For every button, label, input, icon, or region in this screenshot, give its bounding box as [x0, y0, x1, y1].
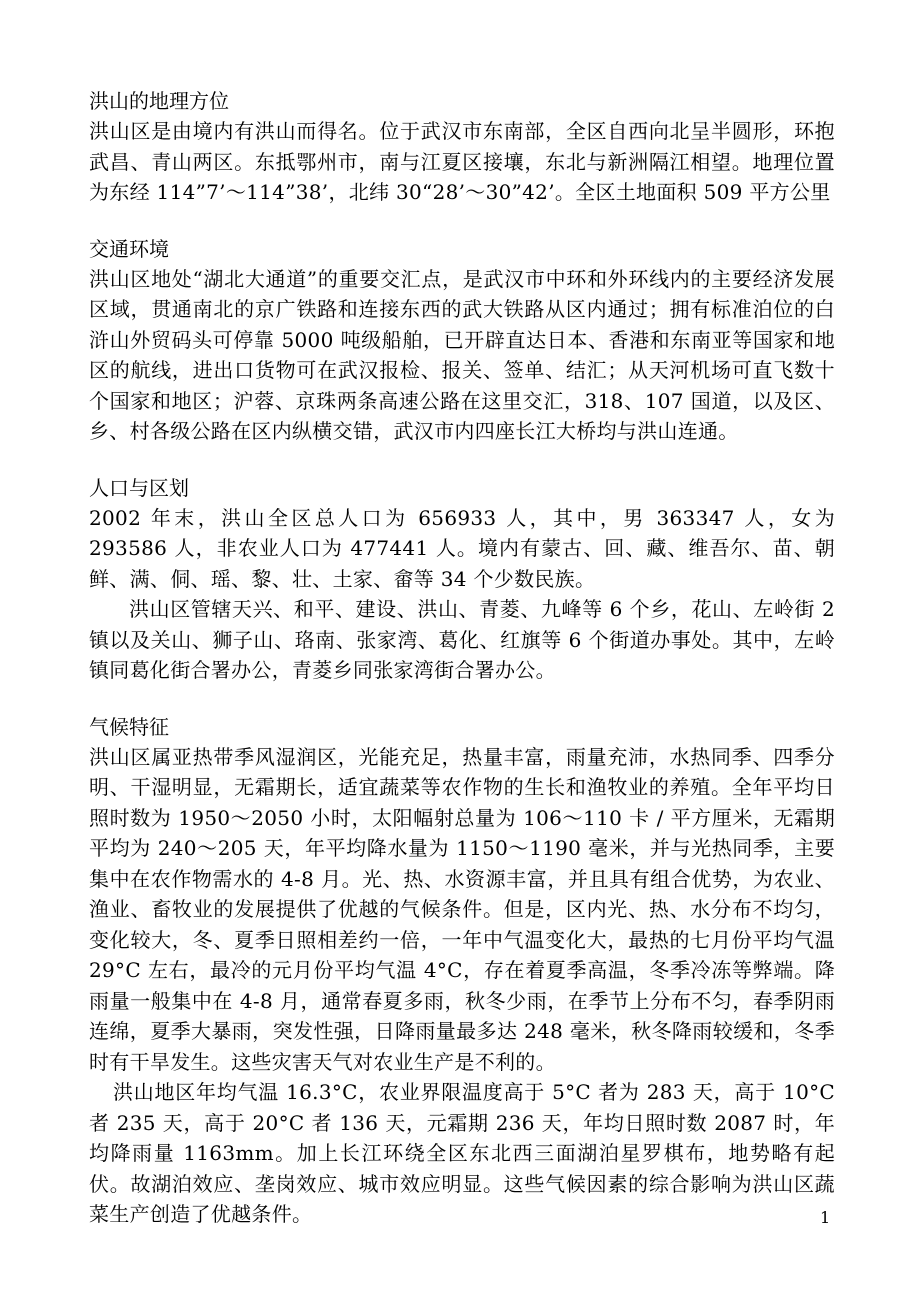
section-location — [89, 86, 835, 208]
section-population — [89, 473, 835, 686]
section-heading: 交通环境 — [89, 236, 169, 261]
section-heading: 洪山的地理方位 — [89, 89, 229, 113]
section-paragraph: 洪山区属亚热带季风湿润区，光能充足，热量丰富，雨量充沛，水热同季、四季分明、干湿明显，无霜期长，适宜蔬菜等农作物的生长和渔牧业的养殖。全年平均日照时数为 1950～2050 小时，太阳幅射总量为 106～110 卡 / 平方厘米，无霜期平均为 240～205 天，年平均降水量为 1150～1190 毫米，并与光热同季，主要集中在农作物需水的 4-8 月。光、热、水资源丰富，并且具有组合优势，为农业、渔业、畜牧业的发展提供了优越的气候条件。但是，区内光、热、水分布不均匀，变化较大，冬、夏季日照相差约一倍，一年中气温变化大，最热的七月份平均气温 29°C 左右，最冷的元月份平均气温 4°C，存在着夏季高温，冬季冷冻等弊端。降雨量一般集中在 4-8 月，通常春夏多雨，秋冬少雨，在季节上分布不匀，春季阴雨连绵，夏季大暴雨，突发性强，日降雨量最多达 248 毫米，秋冬降雨较缓和，冬季时有干旱发生。这些灾害天气对农业生产是不利的。 — [89, 744, 835, 1074]
section-heading: 气候特征 — [89, 714, 169, 739]
section-climate — [89, 712, 835, 1230]
section-paragraph: 洪山地区年均气温 16.3°C，农业界限温度高于 5°C 者为 283 天，高于 10°C 者 235 天，高于 20°C 者 136 天，元霜期 236 天，年均日照时数 2087 时，年均降雨量 1163mm。加上长江环绕全区东北西三面湖泊星罗棋布，地势略有起伏。故湖泊效应、垄岗效应、城市效应明显。这些气候因素的综合影响为洪山区蔬菜生产创造了优越条件。 — [89, 1080, 835, 1226]
section-paragraph: 2002 年末，洪山全区总人口为 656933 人，其中，男 363347 人，女为 293586 人，非农业人口为 477441 人。境内有蒙古、回、藏、维吾尔、苗、朝鲜、满、侗、瑶、黎、壮、土家、畲等 34 个少数民族。 — [89, 505, 835, 591]
page-number: 1 — [820, 1208, 831, 1227]
section-paragraph: 洪山区是由境内有洪山而得名。位于武汉市东南部，全区自西向北呈半圆形，环抱武昌、青山两区。东抵鄂州市，南与江夏区接壤，东北与新洲隔江相望。地理位置为东经 114”7’～114”38’，北纬 30“28’～30”42’。全区土地面积 509 平方公里 — [89, 119, 835, 204]
section-paragraph: 洪山区地处“湖北大通道”的重要交汇点，是武汉市中环和外环线内的主要经济发展区域，贯通南北的京广铁路和连接东西的武大铁路从区内通过；拥有标准泊位的白浒山外贸码头可停靠 5000 吨级船舶，已开辟直达日本、香港和东南亚等国家和地区的航线，进出口货物可在武汉报检、报关、签单、结汇；从天河机场可直飞数十个国家和地区；沪蓉、京珠两条高速公路在这里交汇，318、107 国道，以及区、乡、村各级公路在区内纵横交错，武汉市内四座长江大桥均与洪山连通。 — [89, 266, 835, 443]
section-transport — [89, 234, 835, 447]
section-heading: 人口与区划 — [89, 475, 189, 500]
document-body — [89, 86, 835, 1256]
section-paragraph: 洪山区管辖天兴、和平、建设、洪山、青菱、九峰等 6 个乡，花山、左岭街 2 镇以及关山、狮子山、珞南、张家湾、葛化、红旗等 6 个街道办事处。其中，左岭镇同葛化街合署办公，青菱乡同张家湾街合署办公。 — [89, 597, 835, 682]
